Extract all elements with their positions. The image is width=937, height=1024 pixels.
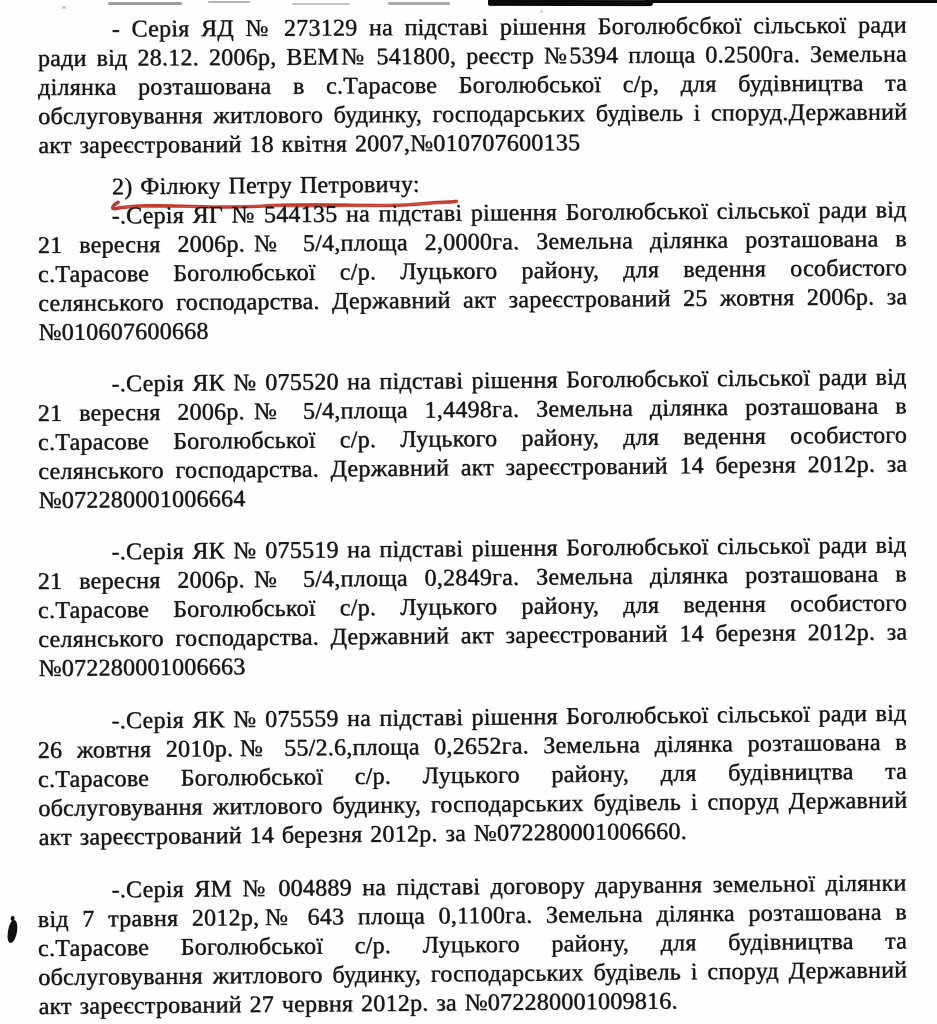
- scan-artifact-bar: [488, 0, 653, 6]
- scan-artifact-dash: [108, 2, 182, 5]
- ink-blot: [7, 920, 19, 944]
- scan-artifact-speck: [62, 6, 66, 9]
- paragraph-seriya-yak-075519: -.Серія ЯК № 075519 на підставі рішення Боголюбської сільської ради від 21 вересня 2006р.№ 5/4,площа 0,2849га. Земельна ділянка розташована в с.Тарасове Боголюбської с/р. Луцького району, для ведення особистого селянського господарства. Державний акт зареєстрований 14 березня 2012р. за №072280001006663: [37, 532, 908, 682]
- section-heading-text: 2) Філюку Петру Петровичу:: [111, 171, 420, 201]
- scan-artifact-dash: [292, 3, 350, 5]
- paragraph-seriya-yam-004889: -.Серія ЯМ № 004889 на підставі договору дарування земельної ділянки від 7 травня 2012р,№ 643 площа 0,1100га. Земельна ділянка розташована в с.Тарасове Боголюбської с/р. Луцького району, для будівництва та обслуговування житлового будинку, господарських будівель і споруд Державний акт зареєстрований 27 червня 2012р. за №072280001009816.: [37, 870, 908, 1020]
- paragraph-seriya-yak-075559: -.Серія ЯК № 075559 на підставі рішення Боголюбської сільської ради від 26 жовтня 2010р.№ 55/2.6,площа 0,2652га. Земельна ділянка розташована в с.Тарасове Боголюбської с/р. Луцького району, для будівництва та обслуговування житлового будинку, господарських будівель і споруд Державний акт зареєстрований 14 березня 2012р. за №072280001006660.: [37, 700, 908, 851]
- paragraph-seriya-yad-273129: - Серія ЯД № 273129 на підставі рішення Боголюбсбкої сільської ради ради від 28.12. 2006р, ВЕМ№ 541800, реєстр №5394 площа 0.2500га. Земельна ділянка розташована в с.Тарасове Боголюбської с/р, для будівництва та обслуговування житлового будинку, господарських будівель і споруд.Державний акт зареєстрований 18 квітня 2007,№010707600135: [37, 12, 908, 159]
- scan-artifact-dash: [208, 1, 250, 3]
- scan-artifact-bar: [645, 0, 937, 3]
- paragraph-seriya-yak-075520: -.Серія ЯК № 075520 на підставі рішення Боголюбської сільської ради від 21 вересня 2006р.№ 5/4,площа 1,4498га. Земельна ділянка розташована в с.Тарасове Боголюбської с/р. Луцького району, для ведення особистого селянського господарства. Державний акт зареєстрований 14 березня 2012р. за №072280001006664: [37, 364, 908, 514]
- scan-artifact-dash: [388, 2, 450, 5]
- paragraph-seriya-yag-544135: -.Серія ЯГ № 544135 на підставі рішення Боголюбської сільської ради від 21 вересня 2006р.№ 5/4,площа 2,0000га. Земельна ділянка розташована в с.Тарасове Боголюбської с/р. Луцького району, для ведення особистого селянського господарства. Державний акт зареєстрований 25 жовтня 2006р. за №010607600668: [37, 197, 908, 346]
